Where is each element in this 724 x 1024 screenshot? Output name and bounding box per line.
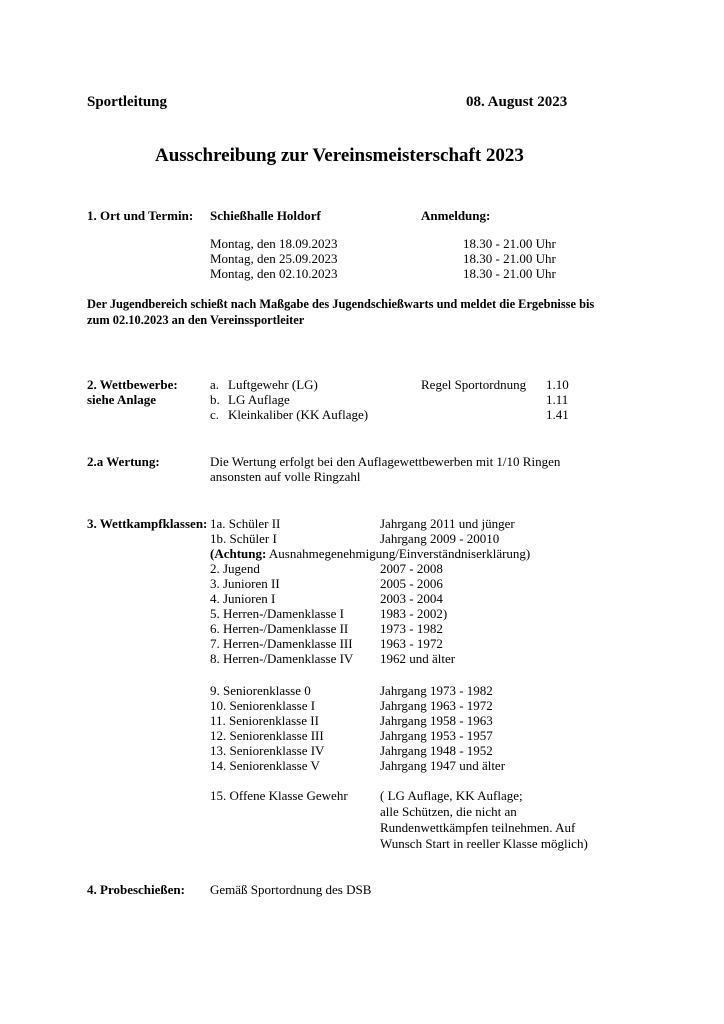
open-class-line4: Wunsch Start in reeller Klasse möglich) [380, 836, 588, 851]
senior-4-name: 13. Seniorenklasse IV [210, 743, 325, 758]
senior-3-name: 12. Seniorenklasse III [210, 728, 324, 743]
date-3-day: Montag, den 02.10.2023 [210, 266, 338, 281]
class-1a-years: Jahrgang 2011 und jünger [380, 516, 515, 531]
section2a-label: 2.a Wertung: [87, 454, 160, 469]
senior-2-years: Jahrgang 1958 - 1963 [380, 713, 493, 728]
senior-1-years: Jahrgang 1963 - 1972 [380, 698, 493, 713]
competition-c-letter: c. [210, 407, 220, 422]
section2-sublabel: siehe Anlage [87, 392, 156, 407]
class-5-name: 5. Herren-/Damenklasse I [210, 606, 344, 621]
section3-label: 3. Wettkampfklassen: [87, 516, 208, 531]
practice-text: Gemäß Sportordnung des DSB [210, 882, 372, 897]
consent-note-bold: (Achtung: [210, 546, 267, 561]
consent-note-text: Ausnahmegenehmigung/Einverständniserklärung) [266, 546, 531, 561]
senior-3-years: Jahrgang 1953 - 1957 [380, 728, 493, 743]
competition-a-name: Luftgewehr (LG) [228, 377, 318, 392]
section4-label: 4. Probeschießen: [87, 882, 185, 897]
competition-b-name: LG Auflage [228, 392, 290, 407]
senior-5-name: 14. Seniorenklasse V [210, 758, 320, 773]
date-2-day: Montag, den 25.09.2023 [210, 251, 338, 266]
senior-0-name: 9. Seniorenklasse 0 [210, 683, 311, 698]
class-4-name: 4. Junioren I [210, 591, 276, 606]
class-5-years: 1983 - 2002) [380, 606, 448, 621]
competition-a-rule: 1.10 [546, 377, 569, 392]
registration-label: Anmeldung: [421, 208, 491, 223]
competition-b-letter: b. [210, 392, 220, 407]
senior-0-years: Jahrgang 1973 - 1982 [380, 683, 493, 698]
scoring-line2: ansonsten auf volle Ringzahl [210, 469, 361, 484]
date-3-time: 18.30 - 21.00 Uhr [463, 266, 556, 281]
competition-c-name: Kleinkaliber (KK Auflage) [228, 407, 369, 422]
class-4-years: 2003 - 2004 [380, 591, 443, 606]
senior-2-name: 11. Seniorenklasse II [210, 713, 319, 728]
class-2-years: 2007 - 2008 [380, 561, 443, 576]
header-date: 08. August 2023 [466, 94, 568, 110]
competition-b-rule: 1.11 [546, 392, 569, 407]
class-7-years: 1963 - 1972 [380, 636, 443, 651]
date-1-day: Montag, den 18.09.2023 [210, 236, 338, 251]
open-class-line1: ( LG Auflage, KK Auflage; [380, 788, 523, 803]
class-1b-name: 1b. Schüler I [210, 531, 277, 546]
class-7-name: 7. Herren-/Damenklasse III [210, 636, 353, 651]
class-3-name: 3. Junioren II [210, 576, 280, 591]
senior-4-years: Jahrgang 1948 - 1952 [380, 743, 493, 758]
open-class-line2: alle Schützen, die nicht an [380, 804, 517, 819]
class-6-years: 1973 - 1982 [380, 621, 443, 636]
venue: Schießhalle Holdorf [210, 208, 321, 223]
competition-c-rule: 1.41 [546, 407, 569, 422]
competition-a-letter: a. [210, 377, 220, 392]
class-1a-name: 1a. Schüler II [210, 516, 281, 531]
header-left: Sportleitung [87, 94, 168, 110]
class-6-name: 6. Herren-/Damenklasse II [210, 621, 349, 636]
page-title: Ausschreibung zur Vereinsmeisterschaft 2023 [155, 145, 524, 166]
senior-5-years: Jahrgang 1947 und älter [380, 758, 506, 773]
class-3-years: 2005 - 2006 [380, 576, 443, 591]
youth-note-line1: Der Jugendbereich schießt nach Maßgabe des Jugendschießwarts und meldet die Ergebnisse bis [87, 297, 595, 311]
open-class-name: 15. Offene Klasse Gewehr [210, 788, 348, 803]
youth-note-line2: zum 02.10.2023 an den Vereinssportleiter [87, 313, 305, 327]
scoring-line1: Die Wertung erfolgt bei den Auflagewettbewerben mit 1/10 Ringen [210, 454, 561, 469]
class-8-years: 1962 und älter [380, 651, 456, 666]
senior-1-name: 10. Seniorenklasse I [210, 698, 316, 713]
open-class-line3: Rundenwettkämpfen teilnehmen. Auf [380, 820, 576, 835]
date-2-time: 18.30 - 21.00 Uhr [463, 251, 556, 266]
class-1b-years: Jahrgang 2009 - 20010 [380, 531, 500, 546]
date-1-time: 18.30 - 21.00 Uhr [463, 236, 556, 251]
section2-label: 2. Wettbewerbe: [87, 377, 178, 392]
class-2-name: 2. Jugend [210, 561, 260, 576]
section1-label: 1. Ort und Termin: [87, 208, 194, 223]
class-8-name: 8. Herren-/Damenklasse IV [210, 651, 354, 666]
rules-label: Regel Sportordnung [421, 377, 527, 392]
